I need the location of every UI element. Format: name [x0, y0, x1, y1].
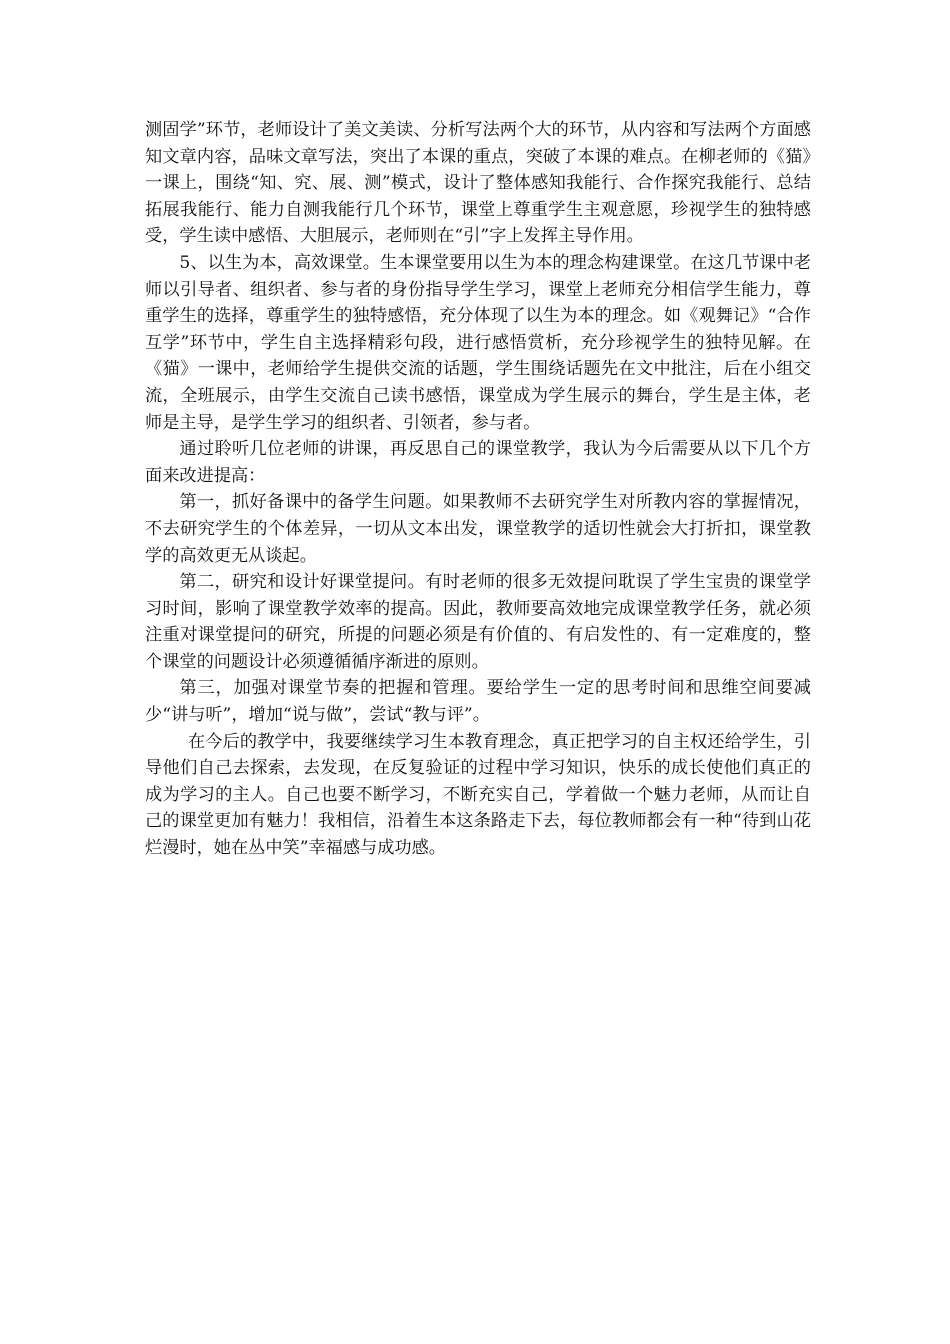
- paragraph-reflection-intro: 通过聆听几位老师的讲课，再反思自己的课堂教学，我认为今后需要从以下几个方面来改进提高：: [145, 439, 811, 486]
- paragraph-point-5: 5、以生为本，高效课堂。生本课堂要用以生为本的理念构建课堂。在这几节课中老师以引导者、组织者、参与者的身份指导学生学习，课堂上老师充分相信学生能力，尊重学生的选择，尊重学生的独特感悟，充分体现了以生为本的理念。如《观舞记》“合作互学”环节中，学生自主选择精彩句段，进行感悟赏析，充分珍视学生的独特见解。在《猫》一课中，老师给学生提供交流的话题，学生围绕话题先在文中批注，后在小组交流，全班展示，由学生交流自己读书感悟，课堂成为学生展示的舞台，学生是主体，老师是主导，是学生学习的组织者、引领者，参与者。: [145, 252, 811, 433]
- document-body: [145, 117, 811, 862]
- paragraph-conclusion: 在今后的教学中，我要继续学习生本教育理念，真正把学习的自主权还给学生，引导他们自己去探索，去发现，在反复验证的过程中学习知识，快乐的成长使他们真正的成为学习的主人。自己也要不断学习，不断充实自己，学着做一个魅力老师，从而让自己的课堂更加有魅力！我相信，沿着生本这条路走下去，每位教师都会有一种“待到山花烂漫时，她在丛中笑”幸福感与成功感。: [145, 731, 811, 859]
- paragraph-continued: 测固学”环节，老师设计了美文美读、分析写法两个大的环节，从内容和写法两个方面感知文章内容，品味文章写法，突出了本课的重点，突破了本课的难点。在柳老师的《猫》一课上，围绕“知、究、展、测”模式，设计了整体感知我能行、合作探究我能行、总结拓展我能行、能力自测我能行几个环节，课堂上尊重学生主观意愿，珍视学生的独特感受，学生读中感悟、大胆展示，老师则在“引”字上发挥主导作用。: [145, 120, 811, 247]
- paragraph-third: 第三，加强对课堂节奏的把握和管理。要给学生一定的思考时间和思维空间要减少“讲与听”，增加“说与做”，尝试“教与评”。: [145, 678, 811, 726]
- paragraph-second: 第二，研究和设计好课堂提问。有时老师的很多无效提问耽误了学生宝贵的课堂学习时间，影响了课堂教学效率的提高。因此，教师要高效地完成课堂教学任务，就必须注重对课堂提问的研究，所提的问题必须是有价值的、有启发性的、有一定难度的，整个课堂的问题设计必须遵循循序渐进的原则。: [145, 572, 811, 672]
- paragraph-first: 第一，抓好备课中的备学生问题。如果教师不去研究学生对所教内容的掌握情况，不去研究学生的个体差异，一切从文本出发，课堂教学的适切性就会大打折扣，课堂教学的高效更无从谈起。: [145, 492, 811, 566]
